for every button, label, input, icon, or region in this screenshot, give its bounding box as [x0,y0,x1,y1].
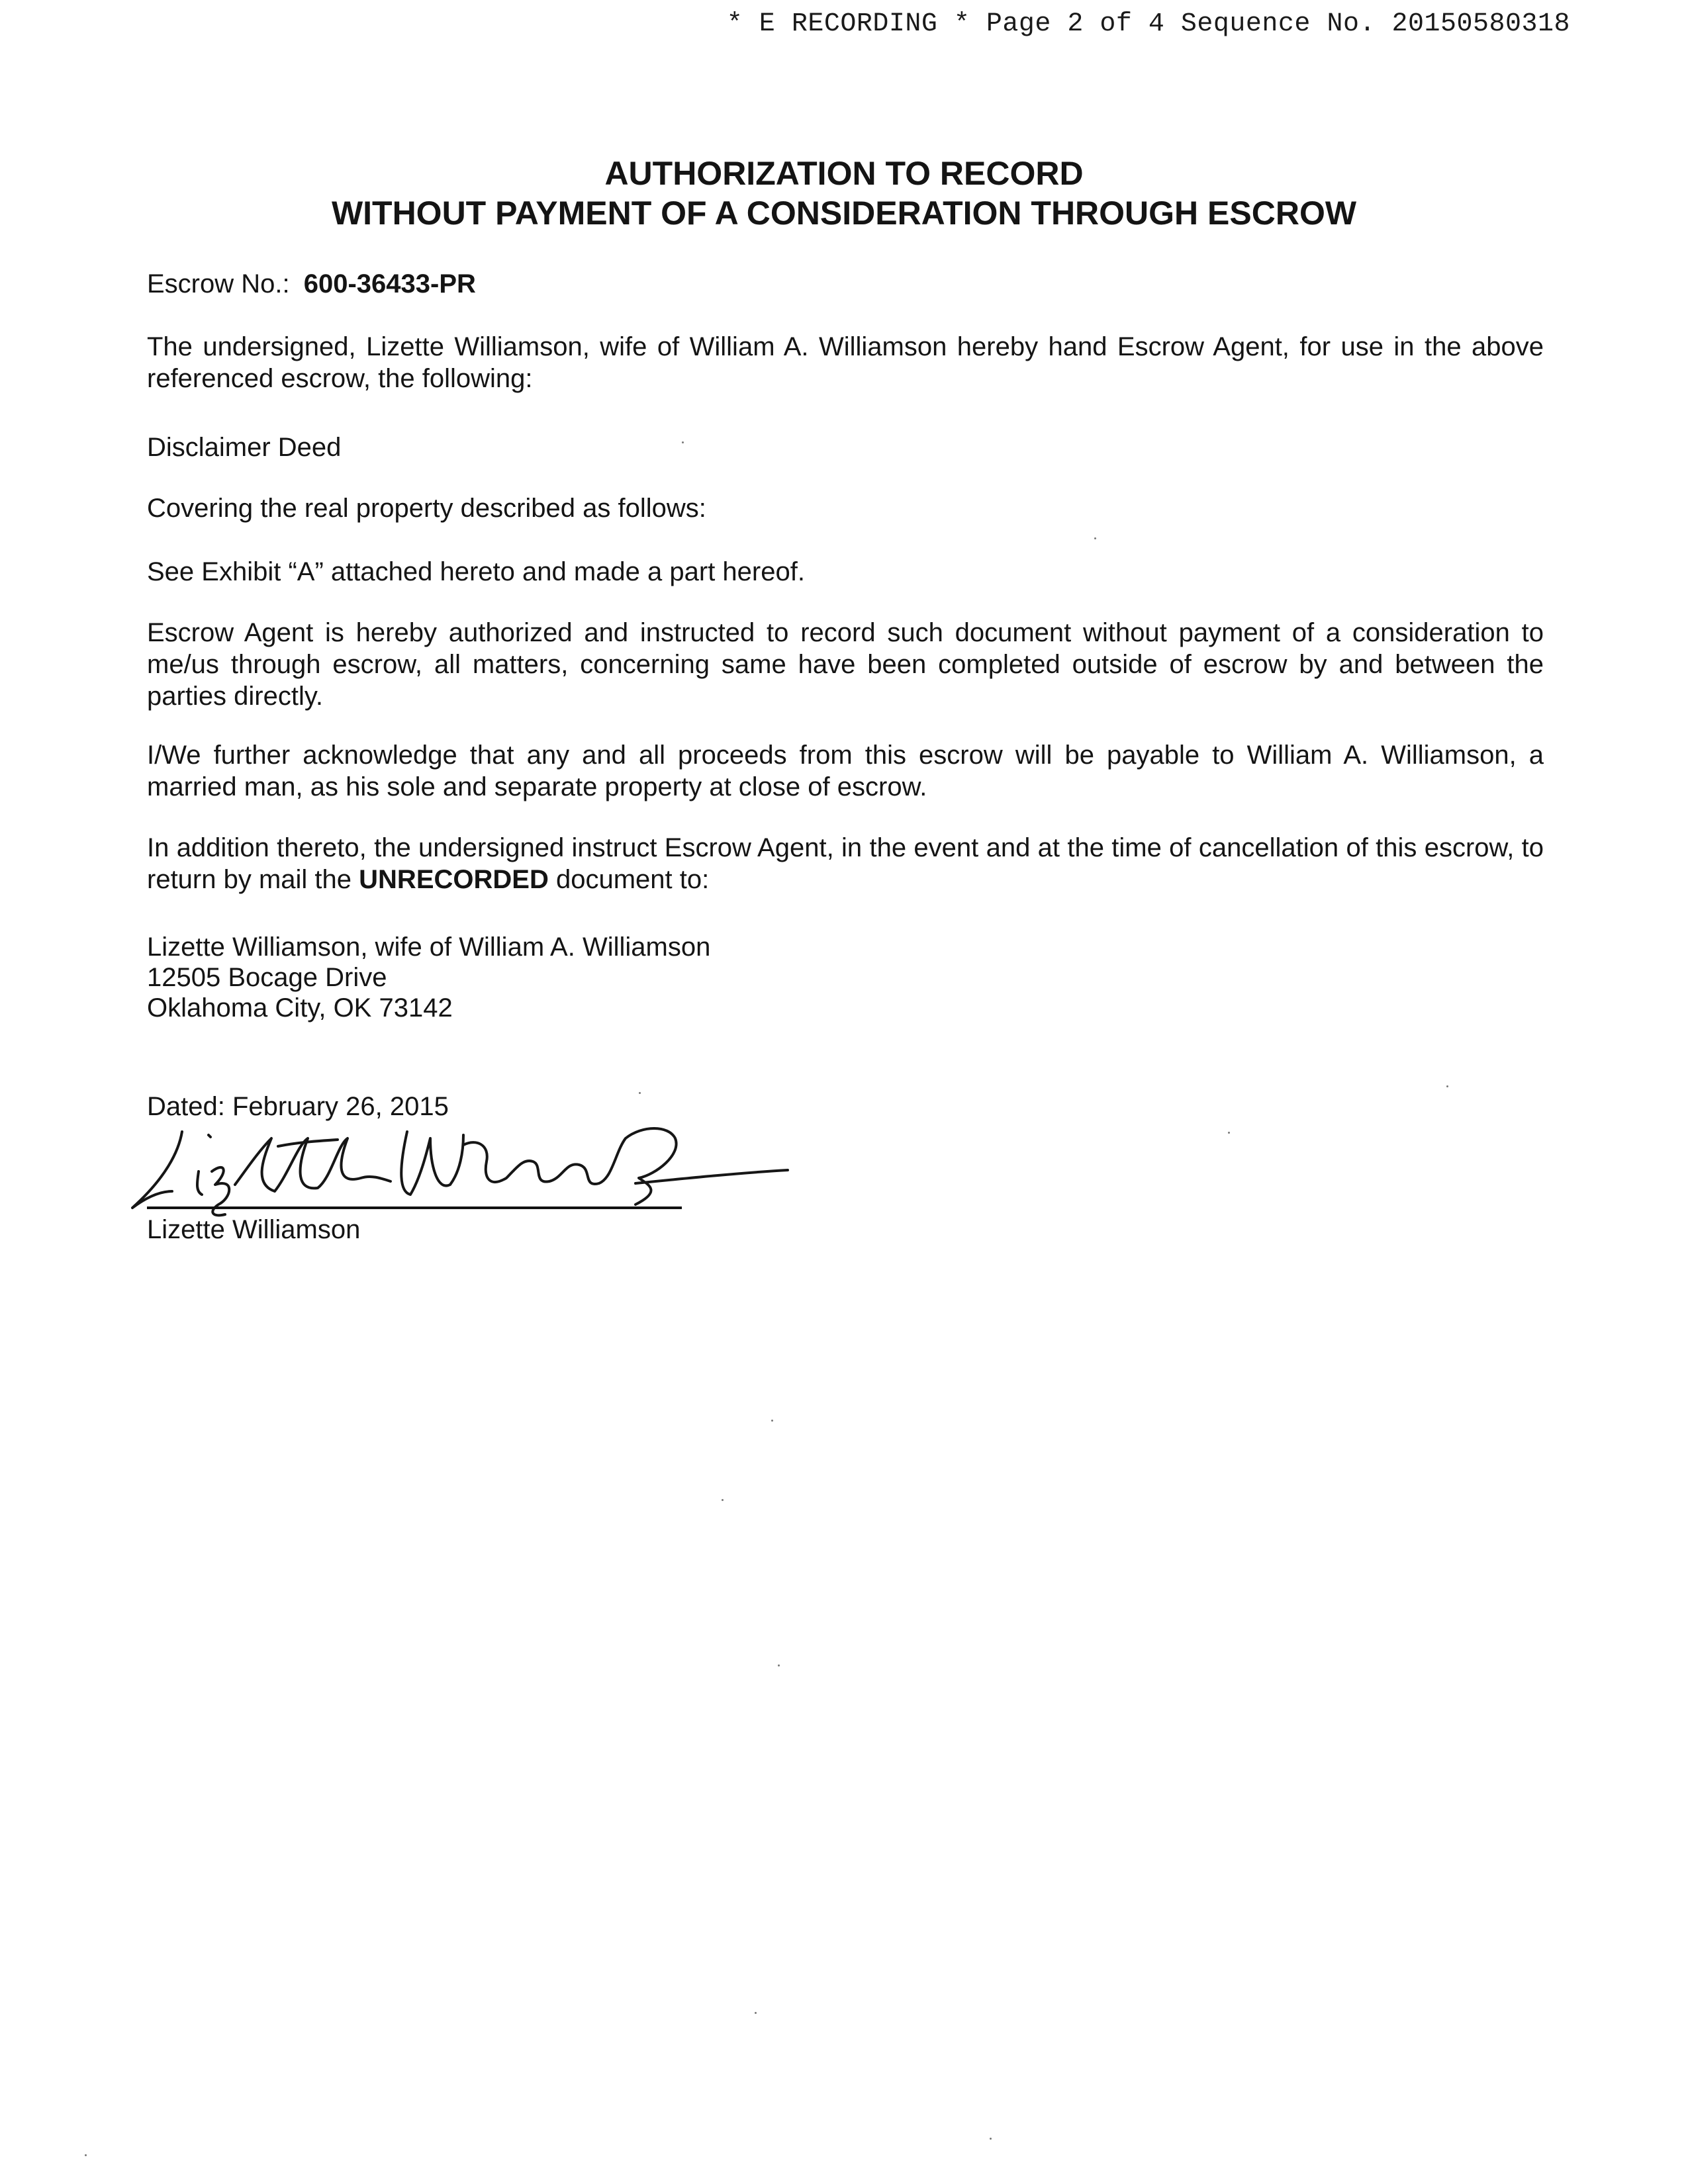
title-line-2: WITHOUT PAYMENT OF A CONSIDERATION THROUGH ESCROW [331,195,1357,232]
signer-name: Lizette Williamson [147,1215,361,1244]
address-name: Lizette Williamson, wife of William A. Williamson [147,933,711,962]
signature-line [147,1206,682,1209]
scan-speck [1228,1132,1230,1134]
paragraph-authorized: Escrow Agent is hereby authorized and instructed to record such document without payment of a consideration to me/us through escrow, all matters, concerning same have been completed outside of escrow by and between the parties directly. [147,618,1544,711]
scan-speck [1094,537,1096,539]
dated-value: February 26, 2015 [232,1092,449,1121]
paragraph-proceeds: I/We further acknowledge that any and all proceeds from this escrow will be payable to William A. Williamson, a married man, as his sole and separate property at close of escrow. [147,741,1544,801]
escrow-label: Escrow No.: [147,269,290,298]
return-address [147,932,1544,1023]
scan-speck [639,1092,641,1094]
document-type: Disclaimer Deed [147,433,342,462]
handwritten-signature [119,1099,794,1218]
scan-speck [778,1664,780,1666]
escrow-number: 600-36433-PR [303,269,476,298]
dated-label: Dated: [147,1092,225,1121]
covering-text: Covering the real property described as follows: [147,494,706,523]
scan-speck [722,1499,724,1501]
scan-speck [1446,1085,1448,1087]
document-title [0,154,1688,233]
escrow-number-line [147,268,1544,300]
title-line-1: AUTHORIZATION TO RECORD [604,155,1084,192]
unrecorded-emphasis: UNRECORDED [359,865,549,894]
scan-speck [755,2012,757,2014]
cancellation-text-after: document to: [555,865,710,894]
cancellation-text-before: In addition thereto, the undersigned instruct Escrow Agent, in the event and at the time of cancellation of this escrow, to return by mail the [147,833,1544,894]
recording-header: * E RECORDING * Page 2 of 4 Sequence No. 20150580318 [726,9,1570,39]
scan-speck [990,2138,992,2140]
paragraph-undersigned: The undersigned, Lizette Williamson, wife of William A. Williamson hereby hand Escrow Agent, for use in the above referenced escrow, the following: [147,332,1544,393]
scan-speck [682,441,684,443]
address-street: 12505 Bocage Drive [147,963,387,992]
address-city: Oklahoma City, OK 73142 [147,993,453,1023]
paragraph-cancellation [147,832,1544,895]
scan-speck [85,2154,87,2156]
exhibit-text: See Exhibit “A” attached hereto and made a part hereof. [147,557,805,586]
scan-speck [771,1420,773,1422]
